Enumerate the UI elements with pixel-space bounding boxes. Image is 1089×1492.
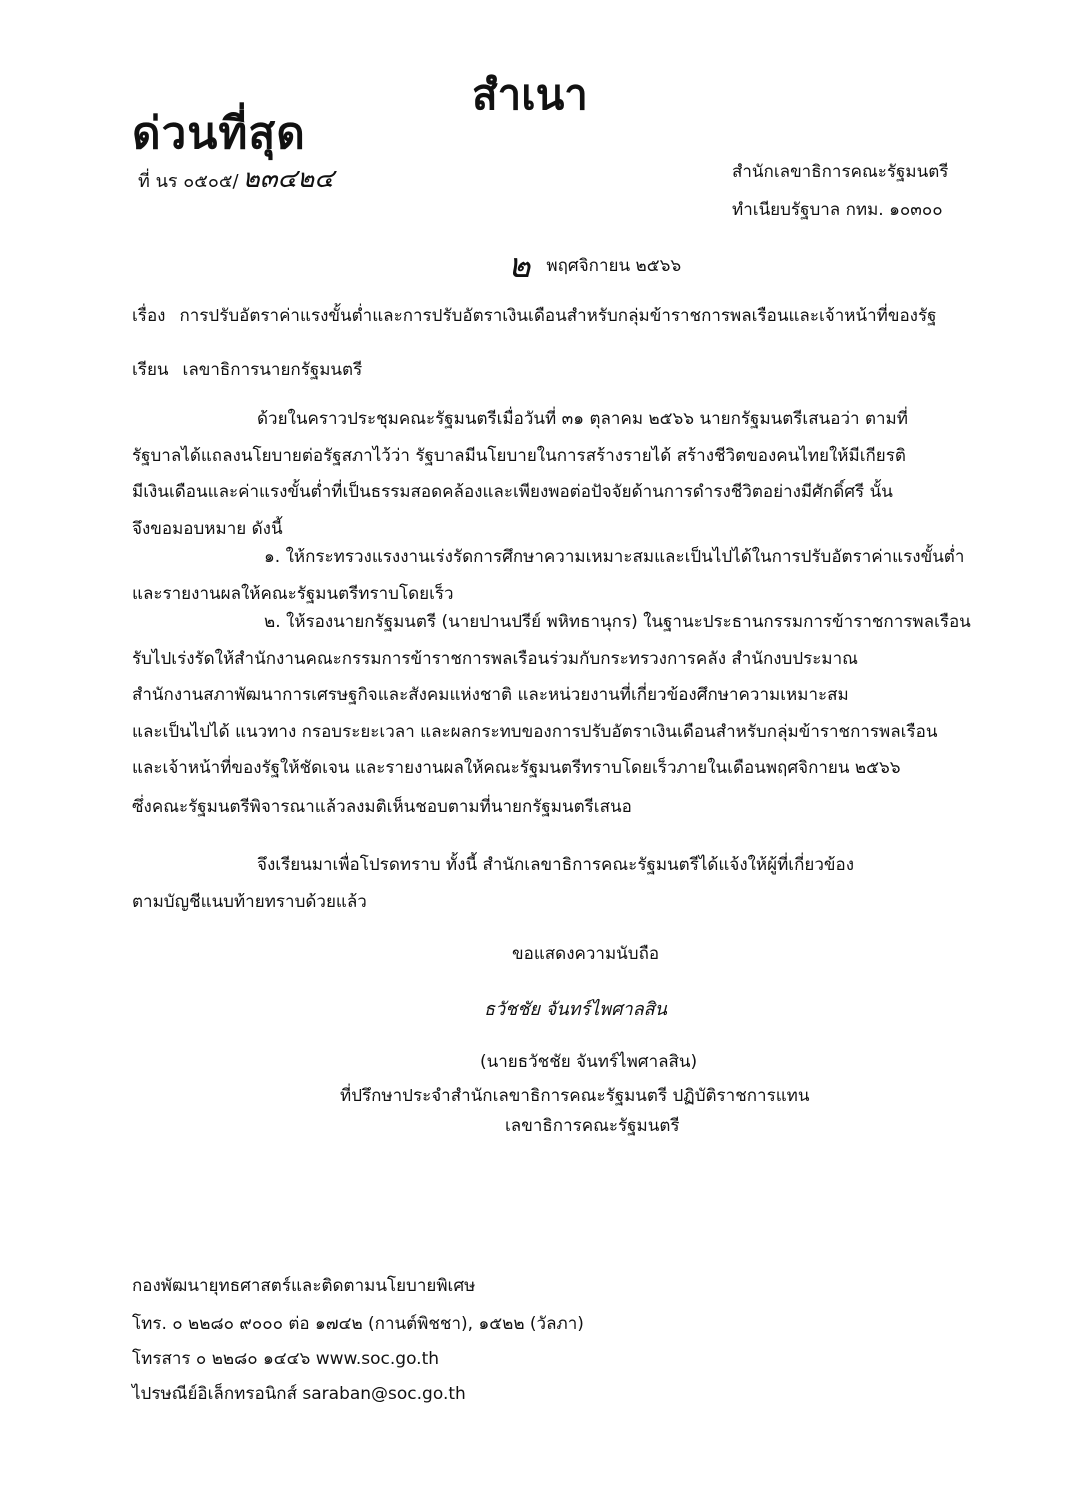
body-line: จึงเรียนมาเพื่อโปรดทราบ ทั้งนี้ สำนักเลขาธิการคณะรัฐมนตรีได้แจ้งให้ผู้ที่เกี่ยวข้อง <box>257 855 855 875</box>
closing-regards: ขอแสดงความนับถือ <box>512 944 660 964</box>
date-month-year: พฤศจิกายน ๒๕๖๖ <box>546 256 682 276</box>
signatory-position-line2: เลขาธิการคณะรัฐมนตรี <box>505 1116 680 1136</box>
body-line: ด้วยในคราวประชุมคณะรัฐมนตรีเมื่อวันที่ ๓๑ ตุลาคม ๒๕๖๖ นายกรัฐมนตรีเสนอว่า ตามที่ <box>257 409 908 429</box>
body-item-2 <box>132 604 972 787</box>
issuer-address: ทำเนียบรัฐบาล กทม. ๑๐๓๐๐ <box>732 200 943 220</box>
date-day-handwritten: ๒ <box>508 246 531 286</box>
body-line: สำนักงานสภาพัฒนาการเศรษฐกิจและสังคมแห่งชาติ และหน่วยงานที่เกี่ยวข้องศึกษาความเหมาะสม <box>132 685 849 705</box>
signatory-full-name: (นายธวัชชัย จันทร์ไพศาลสิน) <box>480 1052 698 1072</box>
body-line: ๒. ให้รองนายกรัฐมนตรี (นายปานปรีย์ พหิทธานุกร) ในฐานะประธานกรรมการข้าราชการพลเรือน <box>264 612 971 632</box>
recipient-label: เรียน <box>132 360 169 380</box>
body-line: และเจ้าหน้าที่ของรัฐให้ชัดเจน และรายงานผลให้คณะรัฐมนตรีทราบโดยเร็วภายในเดือนพฤศจิกายน ๒๕๖๖ <box>132 758 901 778</box>
issuer-office: สำนักเลขาธิการคณะรัฐมนตรี <box>732 162 949 182</box>
body-line: ตามบัญชีแนบท้ายทราบด้วยแล้ว <box>132 891 367 912</box>
document-number-handwritten: ๒๓๔๒๔ <box>242 164 334 194</box>
footer-fax: โทรสาร ๐ ๒๒๘๐ ๑๔๔๖ www.soc.go.th <box>132 1349 440 1369</box>
resolution-line: ซึ่งคณะรัฐมนตรีพิจารณาแล้วลงมติเห็นชอบตามที่นายกรัฐมนตรีเสนอ <box>132 797 632 817</box>
subject-line <box>132 302 936 329</box>
body-line: มีเงินเดือนและค่าแรงขั้นต่ำที่เป็นธรรมสอดคล้องและเพียงพอต่อปัจจัยด้านการดำรงชีวิตอย่างมีศักดิ์ศรี นั้น <box>132 482 893 502</box>
body-item-1 <box>132 539 972 612</box>
body-line: ๑. ให้กระทรวงแรงงานเร่งรัดการศึกษาความเหมาะสมและเป็นไปได้ในการปรับอัตราค่าแรงขั้นต่ำ <box>264 547 965 567</box>
footer-phone: โทร. ๐ ๒๒๘๐ ๙๐๐๐ ต่อ ๑๗๔๒ (กานต์พิชชา), ๑๕๒๒ (วัลภา) <box>132 1314 584 1334</box>
document-number-prefix: ที่ นร ๐๕๐๕/ <box>138 171 239 192</box>
subject-text: การปรับอัตราค่าแรงขั้นต่ำและการปรับอัตราเงินเดือนสำหรับกลุ่มข้าราชการพลเรือนและเจ้าหน้าที่ของรัฐ <box>179 306 937 326</box>
footer-email: ไปรษณีย์อิเล็กทรอนิกส์ saraban@soc.go.th <box>132 1384 466 1404</box>
urgency-label: ด่วนที่สุด <box>132 108 306 159</box>
closing-paragraph <box>132 847 972 920</box>
document-number <box>138 158 334 199</box>
body-paragraph-intro <box>132 401 972 547</box>
subject-label: เรื่อง <box>132 306 166 326</box>
document-date <box>508 238 681 292</box>
body-line: จึงขอมอบหมาย ดังนี้ <box>132 518 283 539</box>
signature: ธวัชชัย จันทร์ไพศาลสิน <box>484 999 667 1020</box>
copy-stamp-title: สำเนา <box>472 70 588 119</box>
body-line: รับไปเร่งรัดให้สำนักงานคณะกรรมการข้าราชการพลเรือนร่วมกับกระทรวงการคลัง สำนักงบประมาณ <box>132 648 858 669</box>
footer-division: กองพัฒนายุทธศาสตร์และติดตามนโยบายพิเศษ <box>132 1276 476 1296</box>
body-line: และเป็นไปได้ แนวทาง กรอบระยะเวลา และผลกระทบของการปรับอัตราเงินเดือนสำหรับกลุ่มข้าราชการพลเรือน <box>132 721 938 742</box>
recipient-text: เลขาธิการนายกรัฐมนตรี <box>182 360 363 380</box>
recipient-line <box>132 356 362 383</box>
body-line: และรายงานผลให้คณะรัฐมนตรีทราบโดยเร็ว <box>132 583 454 604</box>
body-line: รัฐบาลได้แถลงนโยบายต่อรัฐสภาไว้ว่า รัฐบาลมีนโยบายในการสร้างรายได้ สร้างชีวิตของคนไทยให้มีเกียรติ <box>132 445 906 466</box>
signatory-position: ที่ปรึกษาประจำสำนักเลขาธิการคณะรัฐมนตรี ปฏิบัติราชการแทน <box>340 1086 810 1106</box>
